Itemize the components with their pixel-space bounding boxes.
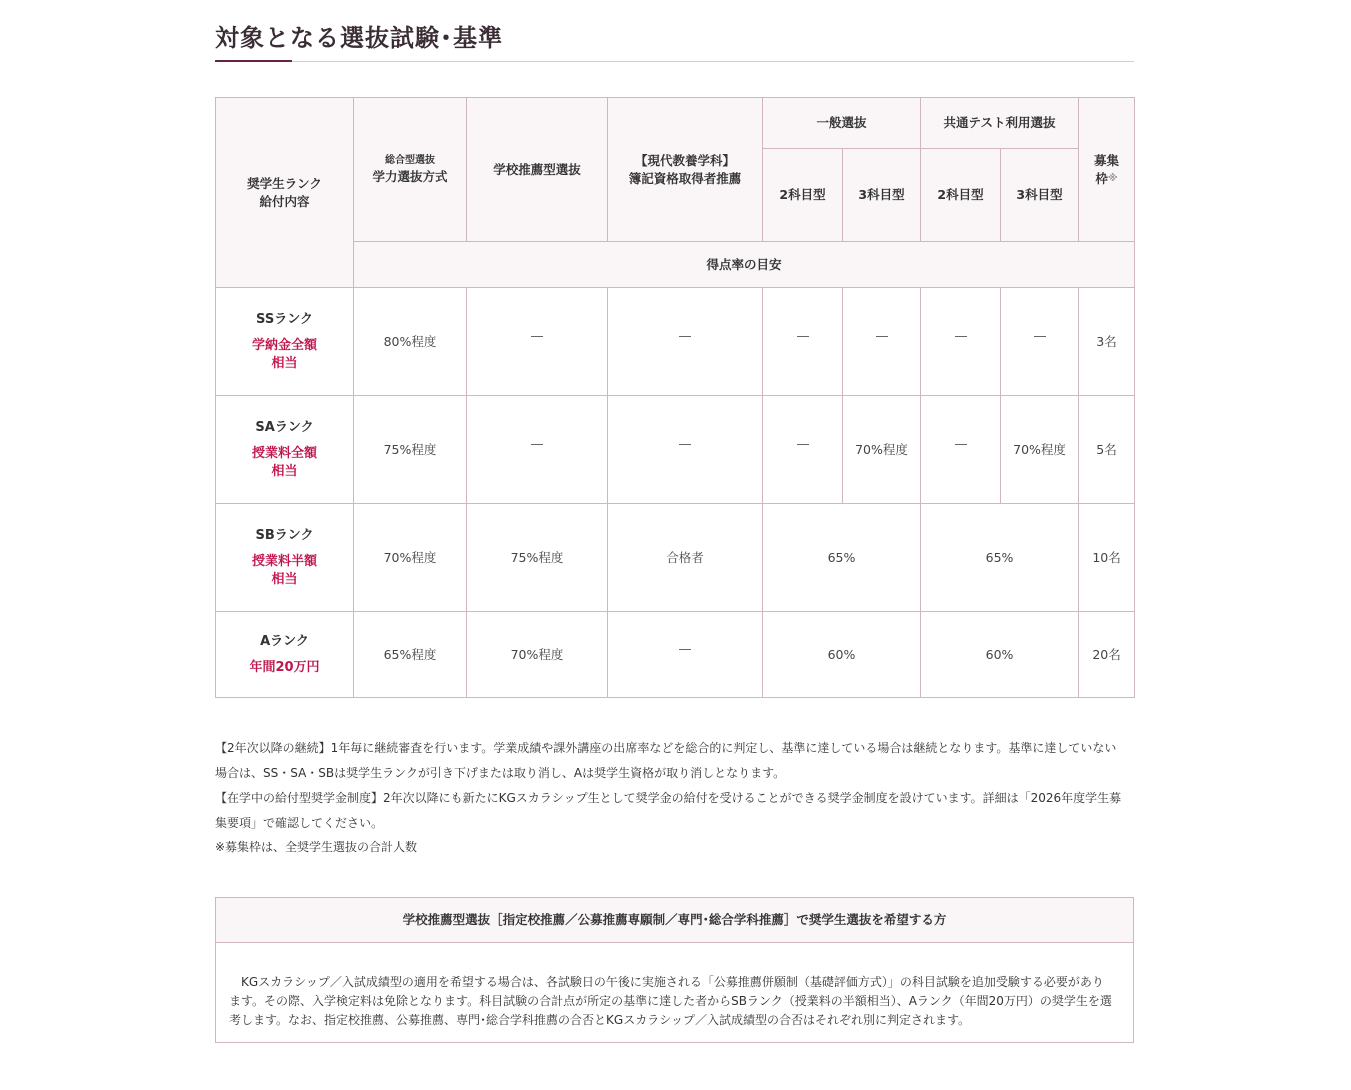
cell-school: 75%程度 [467,504,608,612]
cell-gendai [608,288,763,396]
header-gendai-line1: 【現代教養学科】 [634,152,735,168]
page-title: 対象となる選抜試験･基準 [215,23,503,52]
note-line: ※募集枠は、全奨学生選抜の合計人数 [215,840,418,854]
cell-sogo: 80%程度 [354,288,467,396]
content [215,0,1134,1027]
header-rank-line1: 奨学生ランク [247,175,322,191]
dash-mark [797,336,809,337]
dash-mark [955,444,967,445]
cell-ippan-3: 70%程度 [843,396,921,504]
scholarship-table [215,97,1135,698]
rank-cell-a [216,612,354,698]
cell-sogo: 70%程度 [354,504,467,612]
award-line2: 相当 [271,571,298,587]
cell-kyotsu-2 [921,396,1001,504]
cell-kyotsu: 60% [921,612,1079,698]
award-line1: 学納金全額 [251,337,317,353]
header-sogo-small: 総合型選抜 [385,154,435,166]
award-line1: 授業料半額 [251,553,317,569]
table-row [216,504,1135,612]
cell-boshu: 5名 [1079,396,1135,504]
dash-mark [1034,336,1046,337]
note-line: 集要項」で確認してください。 [215,816,384,830]
award-line2: 相当 [271,355,298,371]
header-kyotsu: 共通テスト利用選抜 [921,98,1079,149]
dash-mark [679,444,691,445]
cell-gendai [608,396,763,504]
cell-ippan: 65% [763,504,921,612]
header-school-rec: 学校推薦型選抜 [467,98,608,242]
title-divider [215,61,1134,62]
dash-mark [531,336,543,337]
info-box-body: KGスカラシップ／入試成績型の適用を希望する場合は、各試験日の午後に実施される「公募推薦併願制（基礎評価方式）」の科目試験を追加受験する必要があります。その際、入学検定料は免除となります。科目試験の合計点が所定の基準に達した者からSBランク（授業料の半額相当）、Aランク（年間20万円）の奨学生を選考します。なお、指定校推薦、公募推薦、専門･総合学科推薦の合否とKGスカラシップ／入試成績型の合否はそれぞれ別に判定されます。 [229,975,1112,1027]
note-line: 【2年次以降の継続】1年毎に継続審査を行います。学業成績や課外講座の出席率などを総合的に判定し、基準に達している場合は継続となります。基準に達していない [215,741,1117,755]
title-accent [215,60,292,62]
table-row [216,612,1135,698]
header-boshu-line1: 募集 [1094,152,1120,168]
rank-name: Aランク [260,633,309,649]
cell-school [467,288,608,396]
header-sogo [354,98,467,242]
cell-kyotsu: 65% [921,504,1079,612]
header-gendai-line2: 簿記資格取得者推薦 [628,170,742,186]
cell-ippan-2 [763,396,843,504]
table-row [216,396,1135,504]
note-line: 【在学中の給付型奨学金制度】2年次以降にも新たにKGスカラシップ生として奨学金の給付を受けることができる奨学金制度を設けています。詳細は「2026年度学生募 [215,791,1122,805]
cell-sogo: 75%程度 [354,396,467,504]
dash-mark [876,336,888,337]
cell-sogo: 65%程度 [354,612,467,698]
note-line: 場合は、SS・SA・SBは奨学生ランクが引き下げまたは取り消し、Aは奨学生資格が取り消しとなります。 [215,766,786,780]
cell-kyotsu-3 [1001,288,1079,396]
cell-kyotsu-3: 70%程度 [1001,396,1079,504]
header-tokuten: 得点率の目安 [354,242,1135,288]
header-boshu-line2: 枠 [1095,170,1108,186]
rank-name: SAランク [255,419,314,435]
cell-kyotsu-2 [921,288,1001,396]
rank-cell-ss [216,288,354,396]
cell-gendai [608,612,763,698]
dash-mark [955,336,967,337]
cell-ippan: 60% [763,612,921,698]
header-boshu-mark: ※ [1107,172,1118,184]
header-kyotsu-3: 3科目型 [1001,149,1079,242]
header-ippan: 一般選抜 [763,98,921,149]
rank-cell-sb [216,504,354,612]
cell-ippan-2 [763,288,843,396]
cell-ippan-3 [843,288,921,396]
cell-gendai: 合格者 [608,504,763,612]
dash-mark [679,336,691,337]
header-gendai [608,98,763,242]
info-box-heading: 学校推薦型選抜［指定校推薦／公募推薦専願制／専門･総合学科推薦］で奨学生選抜を希望する方 [216,898,1133,943]
table-row [216,288,1135,396]
header-rank-line2: 給付内容 [259,193,310,209]
award-line1: 授業料全額 [251,445,317,461]
cell-boshu: 10名 [1079,504,1135,612]
cell-school: 70%程度 [467,612,608,698]
header-sogo-main: 学力選抜方式 [372,168,448,184]
rank-cell-sa [216,396,354,504]
dash-mark [531,444,543,445]
header-kyotsu-2: 2科目型 [921,149,1001,242]
rank-name: SSランク [256,311,313,327]
award-line1: 年間20万円 [249,659,320,675]
cell-boshu: 3名 [1079,288,1135,396]
cell-boshu: 20名 [1079,612,1135,698]
award-line2: 相当 [271,463,298,479]
header-boshu [1079,98,1135,242]
dash-mark [797,444,809,445]
rank-name: SBランク [255,527,314,543]
header-ippan-3: 3科目型 [843,149,921,242]
dash-mark [679,649,691,650]
cell-school [467,396,608,504]
header-rank [216,98,354,288]
info-box [215,897,1134,1043]
notes [215,736,1134,859]
header-ippan-2: 2科目型 [763,149,843,242]
